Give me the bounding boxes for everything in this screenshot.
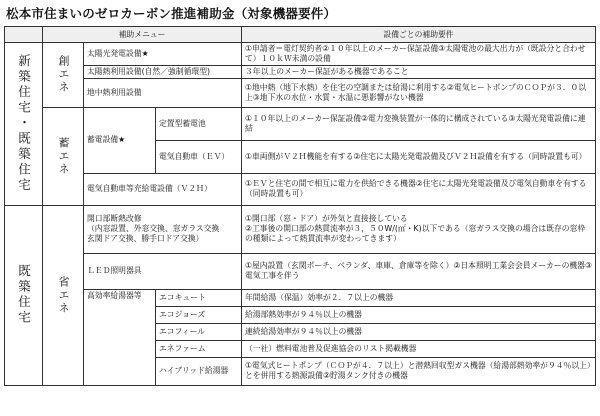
section-label-shinchiku: 新築住宅・既築住宅 [5, 43, 43, 206]
table-row [5, 107, 596, 140]
table-row [5, 65, 596, 78]
sub-ev: 電気自動車（ＥＶ） [156, 140, 242, 173]
table-row [5, 173, 596, 205]
water-heater-type: エコフィール [156, 323, 242, 340]
group-label-shoene: 省エネ [43, 205, 84, 385]
req-ev: ①車両側がＶ２Ｈ機能を有する②住宅に太陽光発電設備及びＶ２Ｈ設備を有する（同時設置も可） [242, 140, 596, 173]
req-water-heater: 年間給湯（保温）効率が２．７以上の機器 [242, 289, 596, 306]
water-heater-type: ハイブリッド給湯器 [156, 357, 242, 385]
page-title: 松本市住まいのゼロカーボン推進補助金（対象機器要件） [6, 6, 337, 21]
item-v2h: 電気自動車等充給電設備（Ｖ２Ｈ） [84, 173, 242, 205]
req-geothermal: ①地中熱（地下水熱）を住宅の空調または給湯に利用する②電気ヒートポンプのＣＯＰが３．０以上③地下水の水位・水質・水温に悪影響がない機器 [242, 78, 596, 107]
req-v2h: ①ＥＶと住宅の間で相互に電力を供給できる機器②住宅に太陽光発電設備及び電気自動車を有する（同時設置も可） [242, 173, 596, 205]
item-geothermal: 地中熱利用設備 [84, 78, 242, 107]
table-row [5, 253, 596, 289]
req-battery: ①１０年以上のメーカー保証設備②電力変換装置が一体的に構成されている③太陽光発電設備に連結 [242, 107, 596, 140]
water-heater-type: エコジョーズ [156, 306, 242, 323]
req-opening-line: ①開口部（窓・ドア）が外気と直接接している [245, 214, 408, 224]
table-row [5, 78, 596, 107]
water-heater-type: エコキュート [156, 289, 242, 306]
item-led: ＬＥＤ照明器具 [84, 253, 242, 289]
req-solar-heat: ３年以上のメーカー保証がある機器であること [242, 65, 596, 78]
item-opening [84, 205, 242, 253]
header-menu: 補助メニュー [43, 27, 242, 43]
header-requirement: 設備ごとの補助要件 [242, 27, 596, 43]
table-row [5, 289, 596, 306]
water-heater-type: エネファーム [156, 340, 242, 357]
item-opening-line: （内窓設置、外窓交換、窓ガラス交換 [87, 224, 220, 234]
item-water-heater: 高効率給湯器等 [84, 289, 156, 385]
item-opening-line: 玄関ドア交換、勝手口ドア交換） [87, 234, 204, 244]
table-row [5, 205, 596, 253]
item-battery: 蓄電設備★ [84, 107, 156, 173]
req-water-heater: 連続給湯効率が９４％以上の機器 [242, 323, 596, 340]
req-water-heater: （一社）燃料電池普及促進協会のリスト掲載機器 [242, 340, 596, 357]
requirements-table [4, 26, 596, 386]
group-label-soene: 創エネ [43, 43, 84, 108]
req-opening [242, 205, 596, 253]
sub-battery: 定置型蓄電池 [156, 107, 242, 140]
req-solar: ①申請者＝電灯契約者②１０年以上のメーカー保証設備③太陽電池の最大出力が（既設分と合わせて）１０ｋＷ未満の設備 [242, 43, 596, 66]
header-blank [5, 27, 43, 43]
req-water-heater: ①電気式ヒートポンプ（ＣＯＰが４．７以上）と潜熱回収型ガス機器（給湯部熱効率が９４％以上）とを併用する熱源設備②貯湯タンク付きの機器 [242, 357, 596, 385]
item-solar-heat: 太陽熱利用設備(自然／強制循環型) [84, 65, 242, 78]
table-row [5, 43, 596, 66]
req-opening-line: ②工事後の開口部の熱貫流率が３，５０W/(㎡・K)以下である（窓ガラス交換の場合は既存の窓枠の種類によって熱貫流率が変わってきます） [245, 224, 586, 244]
item-opening-line: 開口部断熱改修 [87, 214, 142, 224]
req-led: ①屋内設置（玄関ポーチ、ベランダ、車庫、倉庫等を除く）②日本照明工業会会員メーカーの機器③電気工事を伴う [242, 253, 596, 289]
req-water-heater: 給湯部熱効率が９４％以上の機器 [242, 306, 596, 323]
section-label-kichiku: 既築住宅 [5, 205, 43, 385]
item-solar: 太陽光発電設備★ [84, 43, 242, 66]
group-label-chikuene: 蓄エネ [43, 107, 84, 205]
table-header-row [5, 27, 596, 43]
